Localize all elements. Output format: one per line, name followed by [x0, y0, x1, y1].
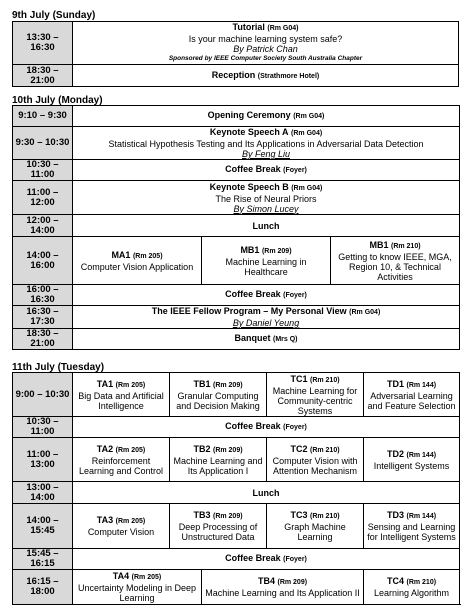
room-label: (Foyer): [283, 292, 307, 299]
coffee-row: [13, 160, 460, 181]
session-code: MB1: [369, 239, 389, 250]
session-code: MA1: [111, 249, 131, 260]
session-title: Machine Learning in Healthcare: [225, 256, 307, 277]
room-label: (Rm 209): [277, 579, 308, 586]
session-code: TA1: [96, 378, 114, 389]
session-label: The IEEE Fellow Program – My Personal View: [151, 306, 347, 316]
lunch-row: [13, 482, 460, 504]
session-title: Graph Machine Learning: [284, 522, 346, 542]
time-cell: 16:15 – 18:00: [13, 570, 73, 605]
session-label: Opening Ceremony: [207, 110, 291, 120]
session-cell: [364, 438, 460, 482]
session-title: Computer Vision: [87, 527, 155, 537]
time-cell: 13:30 – 16:30: [13, 22, 73, 65]
session-title: Machine Learning and Its Application II: [205, 588, 360, 598]
coffee-row: [13, 549, 460, 570]
time-cell: 13:00 – 14:00: [13, 482, 73, 504]
session-title: Learning Algorithm: [373, 588, 450, 598]
room-label: (Rm 144): [406, 381, 437, 389]
parallel-sessions-row: [13, 237, 460, 285]
day3-heading: 11th July (Tuesday): [12, 362, 105, 373]
time-cell: 9:30 – 10:30: [13, 127, 73, 160]
session-cell: [73, 504, 170, 549]
coffee-row: [13, 285, 460, 306]
time-cell: 14:00 – 16:00: [13, 237, 73, 285]
time-cell: 16:30 – 17:30: [13, 306, 73, 329]
session-cell: [170, 504, 267, 549]
banquet-cell: [73, 329, 460, 350]
day1-schedule: [12, 21, 459, 87]
session-title: Reinforcement Learning and Control: [78, 455, 164, 476]
time-cell: 9:10 – 9:30: [13, 106, 73, 127]
session-cell: [331, 237, 460, 285]
room-label: (Foyer): [283, 424, 307, 431]
session-cell: [73, 570, 202, 605]
coffee-cell: [73, 417, 460, 438]
room-label: (Rm 205): [132, 252, 163, 260]
coffee-row: [13, 417, 460, 438]
keynote-a-cell: [73, 127, 460, 160]
room-label: (Rm G04): [291, 184, 323, 192]
room-label: (Rm 210): [309, 376, 340, 384]
speaker: By Feng Liu: [241, 149, 291, 159]
opening-row: [13, 106, 460, 127]
keynote-b-cell: [73, 181, 460, 215]
time-cell: 11:00 – 12:00: [13, 181, 73, 215]
time-cell: 16:00 – 16:30: [13, 285, 73, 306]
session-label: Reception: [211, 69, 256, 80]
talk-title: Is your machine learning system safe?: [188, 34, 343, 44]
session-label: Banquet: [234, 333, 271, 343]
session-label: Coffee Break: [225, 553, 281, 563]
session-label: Lunch: [252, 220, 280, 231]
room-label: (Rm 209): [212, 446, 243, 454]
session-code: TB3: [193, 510, 211, 520]
room-label: (Rm 144): [406, 513, 437, 520]
room-label: (Rm 209): [212, 381, 243, 389]
session-title: Adversarial Learning and Feature Selection: [367, 390, 456, 411]
session-code: TB2: [193, 443, 211, 454]
session-title: Deep Processing of Unstructured Data: [178, 522, 258, 542]
session-row: [13, 373, 460, 417]
session-row: [13, 438, 460, 482]
time-cell: 9:00 – 10:30: [13, 373, 73, 417]
session-title: Sensing and Learning for Intelligent Systems: [367, 522, 456, 542]
session-code: TB4: [257, 576, 275, 586]
session-label: Keynote Speech B: [209, 181, 289, 192]
time-cell: 11:00 – 13:00: [13, 438, 73, 482]
session-code: TA4: [112, 571, 130, 581]
session-row: [13, 570, 460, 605]
session-label: Coffee Break: [225, 164, 281, 174]
room-label: (Rm 209): [261, 247, 292, 255]
opening-cell: [73, 106, 460, 127]
banquet-row: [13, 329, 460, 350]
session-code: TA2: [96, 443, 114, 454]
session-title: Granular Computing and Decision Making: [176, 390, 260, 411]
speaker: By Patrick Chan: [233, 44, 298, 54]
day2-heading: 10th July (Monday): [12, 95, 103, 106]
room-label: (Rm 205): [115, 446, 146, 454]
sponsor-note: Sponsored by IEEE Computer Society South Australia Chapter: [168, 55, 363, 62]
session-code: TD3: [386, 510, 404, 520]
lunch-row: [13, 215, 460, 237]
lunch-cell: [73, 215, 460, 237]
session-cell: [202, 237, 331, 285]
session-code: TA3: [96, 515, 114, 525]
session-title: Uncertainty Modeling in Deep Learning: [77, 583, 197, 603]
session-code: TC1: [290, 373, 308, 384]
session-title: Computer Vision with Attention Mechanism: [272, 455, 358, 476]
room-label: (Rm G04): [267, 25, 299, 32]
time-cell: 18:30 – 21:00: [13, 65, 73, 87]
day1-heading: 9th July (Sunday): [12, 10, 96, 21]
room-label: (Rm G04): [349, 309, 381, 316]
room-label: (Rm G04): [293, 113, 325, 120]
coffee-cell: [73, 549, 460, 570]
session-code: MB1: [240, 244, 260, 255]
room-label: (Rm 209): [212, 513, 243, 520]
time-cell: 10:30 – 11:00: [13, 160, 73, 181]
session-title: Intelligent Systems: [373, 460, 450, 471]
talk-title: The Rise of Neural Priors: [215, 193, 317, 204]
coffee-cell: [73, 285, 460, 306]
fellow-cell: [73, 306, 460, 329]
fellow-row: [13, 306, 460, 329]
session-cell: [267, 373, 364, 417]
session-title: Computer Vision Application: [80, 261, 194, 272]
session-code: TD1: [386, 378, 404, 389]
room-label: (Rm 205): [115, 518, 146, 525]
session-cell: [73, 237, 202, 285]
session-title: Getting to know IEEE, MGA, Region 10, & Technical Activities: [338, 251, 452, 282]
time-cell: 18:30 – 21:00: [13, 329, 73, 350]
coffee-cell: [73, 160, 460, 181]
time-cell: 14:00 – 15:45: [13, 504, 73, 549]
session-cell: [170, 438, 267, 482]
room-label: (Mrs Q): [273, 336, 298, 343]
room-label: (Strathmore Hotel): [257, 72, 320, 80]
speaker: By Simon Lucey: [233, 203, 299, 214]
session-code: TC3: [290, 510, 308, 520]
tutorial-cell: [73, 22, 459, 65]
room-label: (Foyer): [283, 167, 307, 174]
session-title: Big Data and Artificial Intelligence: [78, 390, 164, 411]
keynote-b-row: [13, 181, 460, 215]
time-cell: 10:30 – 11:00: [13, 417, 73, 438]
room-label: (Rm 210): [309, 446, 340, 454]
session-label: Coffee Break: [225, 421, 281, 431]
reception-cell: [73, 65, 459, 87]
session-code: TB1: [193, 378, 211, 389]
session-label: Tutorial: [232, 22, 265, 32]
day3-schedule: [12, 372, 460, 605]
session-cell: [267, 504, 364, 549]
session-cell: [73, 373, 170, 417]
room-label: (Rm 144): [406, 451, 437, 459]
session-cell: [202, 570, 364, 605]
tutorial-row: [13, 22, 459, 65]
session-cell: [267, 438, 364, 482]
session-cell: [170, 373, 267, 417]
session-code: TC2: [290, 443, 308, 454]
session-label: Lunch: [252, 487, 280, 498]
session-code: TC4: [386, 576, 404, 586]
session-code: TD2: [386, 448, 404, 459]
speaker: By Daniel Yeung: [232, 318, 300, 328]
room-label: (Rm G04): [291, 130, 323, 137]
keynote-a-row: [13, 127, 460, 160]
session-cell: [364, 570, 460, 605]
session-label: Keynote Speech A: [209, 127, 289, 137]
time-cell: 15:45 – 16:15: [13, 549, 73, 570]
session-cell: [364, 504, 460, 549]
room-label: (Rm 205): [131, 574, 162, 581]
session-label: Coffee Break: [225, 289, 281, 299]
room-label: (Rm 210): [406, 579, 437, 586]
room-label: (Foyer): [283, 556, 307, 563]
lunch-cell: [73, 482, 460, 504]
session-cell: [364, 373, 460, 417]
time-cell: 12:00 – 14:00: [13, 215, 73, 237]
session-title: Machine Learning and Its Application I: [173, 455, 263, 476]
talk-title: Statistical Hypothesis Testing and Its Applications in Adversarial Data Detection: [108, 139, 424, 149]
room-label: (Rm 210): [390, 242, 421, 250]
session-cell: [73, 438, 170, 482]
session-row: [13, 504, 460, 549]
room-label: (Rm 210): [309, 513, 340, 520]
day2-schedule: [12, 105, 460, 350]
session-title: Machine Learning for Community-centric Systems: [272, 385, 358, 416]
reception-row: [13, 65, 459, 87]
room-label: (Rm 205): [115, 381, 146, 389]
